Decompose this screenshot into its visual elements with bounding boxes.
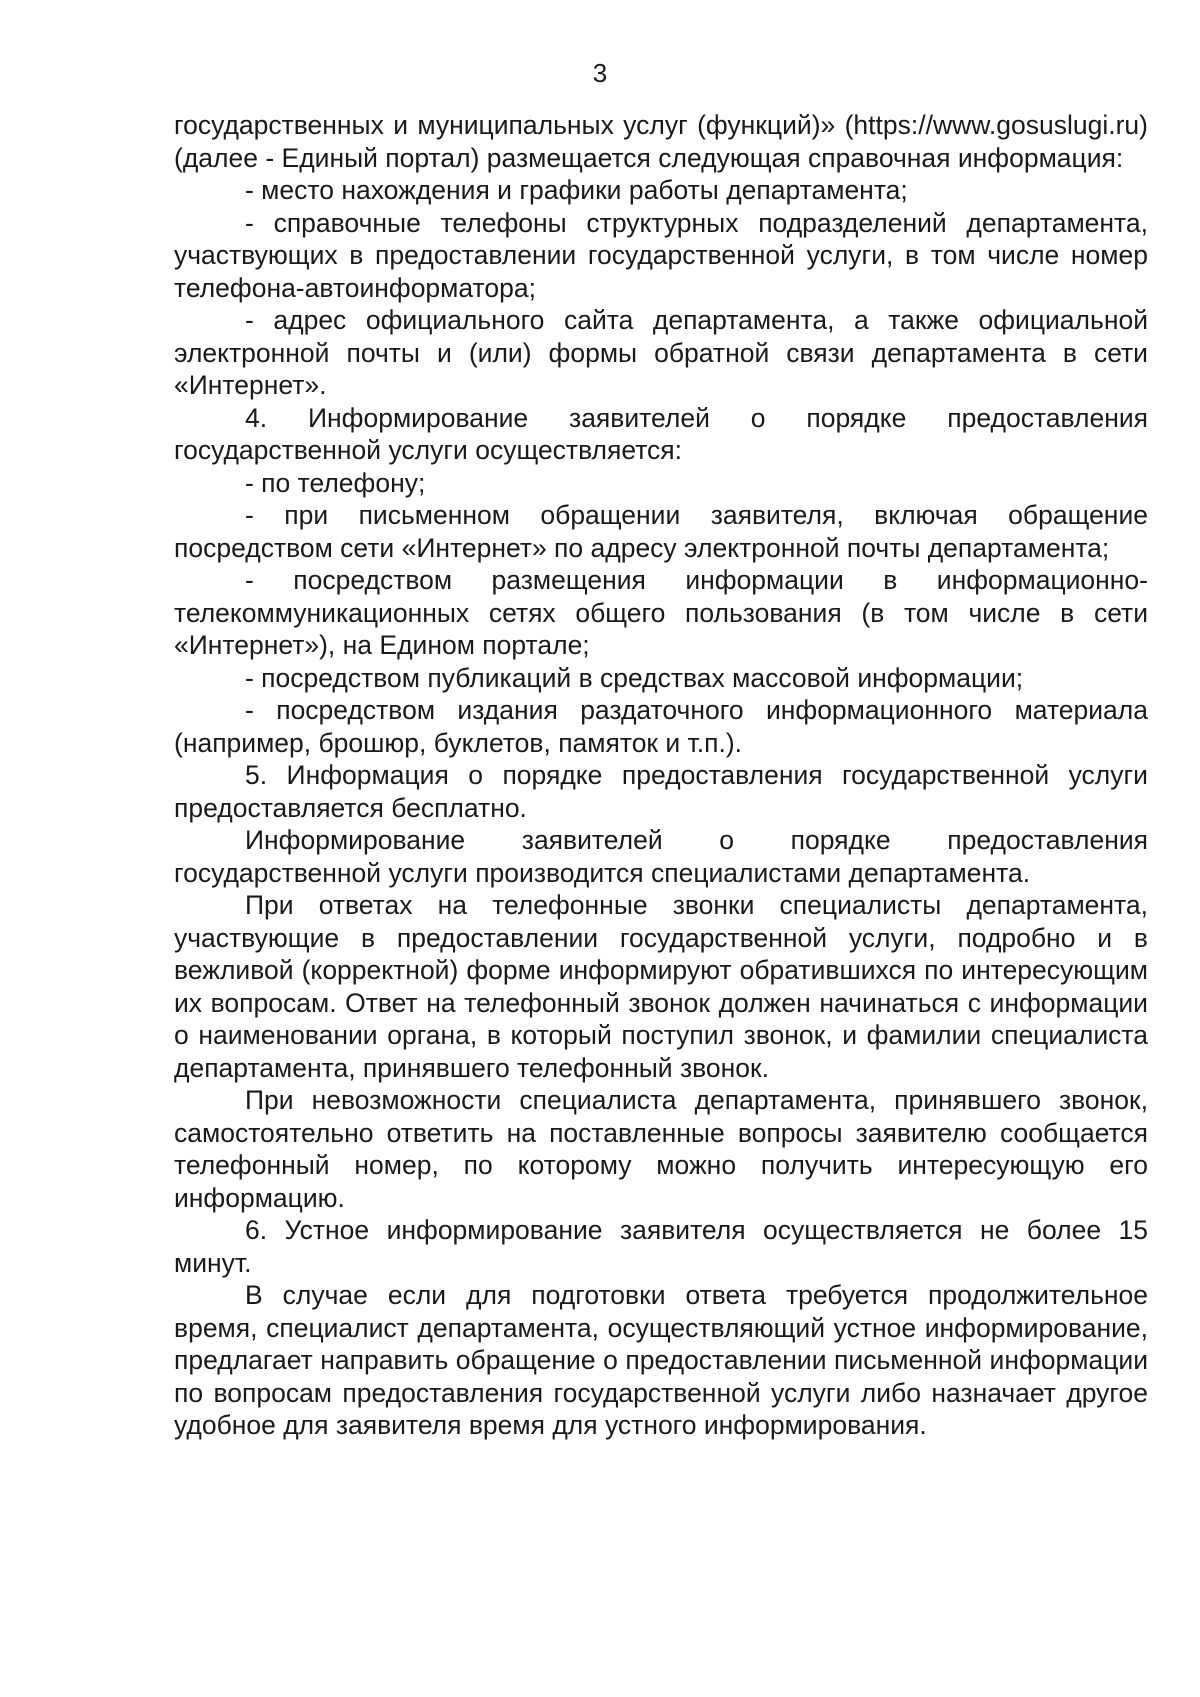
list-item-network-publication: - посредством размещения информации в информационно-телекоммуникационных сетях общего пользования (в том числе в сети «Интернет»), на Едином портале;	[174, 565, 1148, 660]
list-item-location-schedule: - место нахождения и графики работы департамента;	[245, 175, 908, 205]
list-item-written-request: - при письменном обращении заявителя, включая обращение посредством сети «Интернет» по адресу электронной почты департамента;	[174, 500, 1148, 563]
list-item-by-phone: - по телефону;	[245, 467, 426, 498]
list-item-reference-phones: - справочные телефоны структурных подразделений департамента, участвующих в предоставлении государственной услуги, в том числе номер телефона-автоинформатора;	[174, 207, 1148, 303]
list-item-mass-media: - посредством публикаций в средствах массовой информации;	[245, 662, 1024, 693]
paragraph-phone-answers: При ответах на телефонные звонки специалисты департамента, участвующие в предоставлении государственной услуги, подробно и в вежливой (корректной) форме информируют обратившихся по интересующим их вопросам. Ответ на телефонный звонок должен начинаться с информации о наименовании органа, в который поступил звонок, и фамилии специалиста департамента, принявшего телефонный звонок.	[174, 890, 1148, 1083]
paragraph-informing-specialists: Информирование заявителей о порядке предоставления государственной услуги производится специалистами департамента.	[174, 825, 1148, 888]
list-item-website-address: - адрес официального сайта департамента, а также официальной электронной почты и (или) формы обратной связи департамента в сети «Интернет».	[174, 305, 1148, 400]
list-item-handout-material: - посредством издания раздаточного информационного материала (например, брошюр, буклетов, памяток и т.п.).	[174, 695, 1148, 758]
page-number: 3	[592, 58, 608, 88]
paragraph-section-6: 6. Устное информирование заявителя осуществляется не более 15 минут.	[174, 1215, 1148, 1278]
document-body	[174, 109, 1148, 1442]
paragraph-section-4: 4. Информирование заявителей о порядке предоставления государственной услуги осуществляется:	[174, 402, 1148, 465]
paragraph-section-5: 5. Информация о порядке предоставления государственной услуги предоставляется бесплатно.	[174, 760, 1148, 823]
paragraph-extended-time: В случае если для подготовки ответа требуется продолжительное время, специалист департамента, осуществляющий устное информирование, предлагает направить обращение о предоставлении письменной информации по вопросам предоставления государственной услуги либо назначает другое удобное для заявителя время для устного информирования.	[174, 1280, 1148, 1440]
paragraph-continuation: государственных и муниципальных услуг (функций)» (https://www.gosuslugi.ru) (далее - Единый портал) размещается следующая справочная информация:	[174, 110, 1148, 173]
paragraph-impossibility: При невозможности специалиста департамента, принявшего звонок, самостоятельно ответить на поставленные вопросы заявителю сообщается телефонный номер, по которому можно получить интересующую его информацию.	[174, 1085, 1148, 1213]
